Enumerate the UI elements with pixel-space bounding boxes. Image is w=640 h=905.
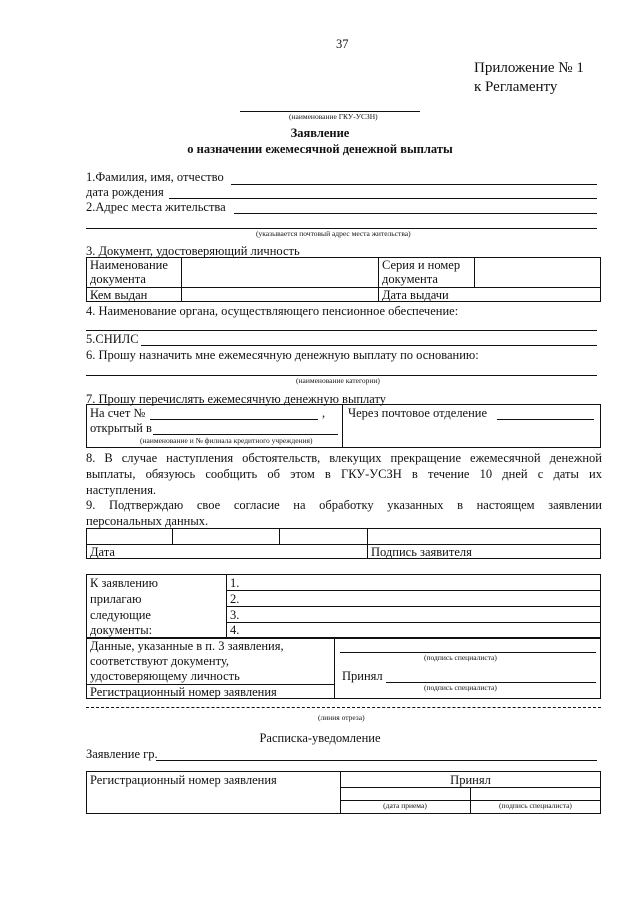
receipt-reg-number-field[interactable] — [90, 789, 336, 811]
applicant-signature-label: Подпись заявителя — [371, 545, 472, 559]
issued-by-field[interactable] — [183, 288, 377, 301]
specialist-caption-1: (подпись специалиста) — [424, 653, 497, 662]
receipt-applicant-label: Заявление гр. — [86, 747, 158, 761]
account-comma: , — [322, 406, 326, 420]
transfer-table-divider — [342, 404, 343, 448]
bank-field[interactable] — [153, 434, 338, 435]
basis-heading: 6. Прошу назначить мне ежемесячную денежную выплату по основанию: — [86, 348, 479, 362]
appendix-subtitle: к Регламенту — [474, 79, 558, 95]
id-table-col2 — [378, 257, 379, 302]
attachment-item-2[interactable]: 2. — [230, 592, 240, 606]
accepted-label: Принял — [342, 669, 383, 683]
specialist-caption-2: (подпись специалиста) — [424, 683, 497, 692]
post-office-label: Через почтовое отделение — [348, 406, 488, 420]
series-label-1: Серия и номер — [382, 258, 461, 272]
verification-line-3: удостоверяющему личность — [90, 669, 240, 683]
cut-line-caption: (линия отреза) — [318, 713, 365, 722]
form-title: Заявление — [290, 126, 350, 140]
signature-table-col1 — [172, 528, 173, 544]
transfer-heading: 7. Прошу перечислять ежемесячную денежную выплату — [86, 392, 387, 406]
form-subtitle: о назначении ежемесячной денежной выплаты — [187, 142, 453, 156]
consent-line-1: 9. Подтверждаю свое согласие на обработку указанных в настоящем заявлении — [86, 498, 602, 512]
post-office-field[interactable] — [497, 419, 594, 420]
obligation-line-3: наступления. — [86, 483, 157, 497]
snils-label: 5.СНИЛС — [86, 332, 139, 346]
obligation-line-2: выплаты, обязуюсь сообщить об этом в ГКУ-УСЗН в течение 10 дней с даты их — [86, 467, 602, 481]
receipt-signature-field[interactable] — [472, 789, 599, 799]
verification-line-2: соответствуют документу, — [90, 654, 229, 668]
attachments-label-2: прилагаю — [90, 592, 142, 606]
fio-field[interactable] — [231, 184, 597, 185]
category-caption: (наименование категории) — [296, 376, 380, 385]
date-year-field[interactable] — [281, 530, 365, 543]
receipt-sign-caption: (подпись специалиста) — [499, 801, 572, 810]
issued-by-label: Кем выдан — [90, 288, 148, 302]
address-label: 2.Адрес места жительства — [86, 200, 226, 214]
id-table-col3 — [474, 257, 475, 287]
attachments-label-4: документы: — [90, 623, 153, 637]
fio-label: 1.Фамилия, имя, отчество — [86, 170, 224, 184]
bank-caption: (наименование и № филиала кредитного учреждения) — [140, 436, 313, 445]
opened-in-label: открытый в — [90, 421, 152, 435]
series-number-field[interactable] — [476, 258, 600, 286]
signature-table-col2 — [279, 528, 280, 544]
attachments-label-3: следующие — [90, 608, 151, 622]
org-caption: (наименование ГКУ-УСЗН) — [289, 112, 378, 121]
address-field[interactable] — [234, 213, 597, 214]
attachment-item-3[interactable]: 3. — [230, 608, 240, 622]
verification-divider — [334, 638, 335, 699]
reg-number-field[interactable] — [290, 686, 332, 698]
obligation-line-1: 8. В случае наступления обстоятельств, влекущих прекращение ежемесячной денежной — [86, 451, 602, 465]
attachments-label-1: К заявлению — [90, 576, 158, 590]
receipt-reg-number-label: Регистрационный номер заявления — [90, 773, 277, 787]
date-day-field[interactable] — [88, 530, 170, 543]
account-number-field[interactable] — [150, 419, 318, 420]
id-document-heading: 3. Документ, удостоверяющий личность — [86, 244, 300, 258]
receipt-accepted-label: Принял — [450, 773, 491, 787]
doc-name-label-2: документа — [90, 272, 146, 286]
applicant-signature-field[interactable] — [369, 530, 599, 543]
receipt-applicant-field[interactable] — [156, 760, 597, 761]
snils-field[interactable] — [141, 345, 597, 346]
issue-date-label: Дата выдачи — [382, 288, 449, 302]
date-label: Дата — [90, 545, 115, 559]
appendix-title: Приложение № 1 — [474, 60, 584, 76]
cut-line — [86, 707, 601, 708]
verification-line-1: Данные, указанные в п. 3 заявления, — [90, 639, 284, 653]
pension-body-field[interactable] — [86, 330, 597, 331]
address-caption: (указывается почтовый адрес места жительства) — [256, 229, 411, 238]
doc-name-field[interactable] — [183, 258, 377, 286]
receipt-date-field[interactable] — [342, 789, 468, 799]
date-month-field[interactable] — [174, 530, 277, 543]
page-number: 37 — [336, 37, 349, 51]
birth-date-field[interactable] — [169, 198, 597, 199]
consent-line-2: персональных данных. — [86, 514, 209, 528]
id-table-col1 — [181, 257, 182, 302]
account-label: На счет № — [90, 406, 146, 420]
reg-number-label: Регистрационный номер заявления — [90, 685, 277, 699]
doc-name-label-1: Наименование — [90, 258, 168, 272]
signature-table-col3 — [367, 528, 368, 559]
birth-date-label: дата рождения — [86, 185, 164, 199]
series-label-2: документа — [382, 272, 438, 286]
signature-table-divider — [86, 544, 601, 545]
receipt-date-caption: (дата приема) — [383, 801, 427, 810]
attachment-item-1[interactable]: 1. — [230, 576, 240, 590]
receipt-title: Расписка-уведомление — [259, 731, 381, 745]
issue-date-field[interactable] — [476, 288, 600, 301]
attachment-item-4[interactable]: 4. — [230, 623, 240, 637]
pension-body-heading: 4. Наименование органа, осуществляющего пенсионное обеспечение: — [86, 304, 459, 318]
